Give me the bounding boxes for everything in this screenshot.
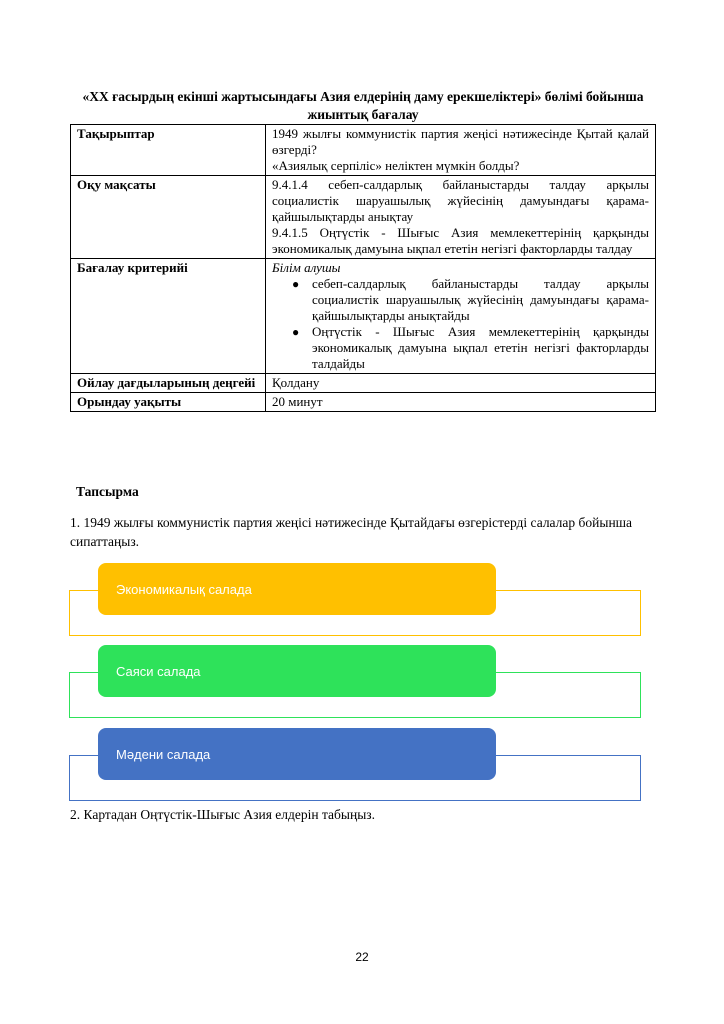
row-value-objectives [266,176,656,259]
box-economic [98,563,496,615]
page-number: 22 [355,950,369,964]
criteria-text: Оңтүстік - Шығыс Азия мемлекеттерінің қарқынды экономикалық дамуына ықпал ететін негізгі факторларды талдайды [312,324,649,371]
box-political-label: Саяси салада [116,663,201,679]
bullet-icon: ● [292,277,300,291]
row-key-objectives: Оқу мақсаты [71,176,266,259]
row-key-duration: Орындау уақыты [71,393,266,412]
box-cultural [98,728,496,780]
list-item [292,324,649,372]
box-economic-label: Экономикалық салада [116,581,252,597]
row-value-thinking-level [266,374,656,393]
task-question-1: 1. 1949 жылғы коммунистік партия жеңісі нәтижесінде Қытайдағы өзгерістерді салалар бойынша сипаттаңыз. [70,515,633,549]
document-title: «XX ғасырдың екінші жартысындағы Азия елдерінің даму ерекшеліктері» бөлімі бойынша жиынтық бағалау [82,89,644,122]
criteria-intro: Білім алушы [272,260,341,275]
criteria-list [272,276,649,372]
thinking-level-value: Қолдану [272,375,320,390]
task-heading: Тапсырма [76,484,139,499]
table-row [71,259,656,374]
topic-line: 1949 жылғы коммунистік партия жеңісі нәтижесінде Қытай қалай өзгерді? [272,126,649,157]
table-row [71,125,656,176]
row-value-duration [266,393,656,412]
duration-value: 20 минут [272,394,323,409]
bullet-icon: ● [292,325,300,339]
row-key-topics: Тақырыптар [71,125,266,176]
table-row [71,374,656,393]
table-row [71,176,656,259]
objective-line: 9.4.1.4 себеп-салдарлық байланыстарды талдау арқылы социалистік шаруашылық жүйесінің дамуындағы қарама-қайшылықтарды анықтау [272,177,649,224]
list-item [292,276,649,324]
row-value-topics [266,125,656,176]
objective-line: 9.4.1.5 Оңтүстік - Шығыс Азия мемлекеттерінің қарқынды экономикалық дамуына ықпал ететін негізгі факторларды талдау [272,225,649,256]
topic-line: «Азиялық серпіліс» неліктен мүмкін болды? [272,158,520,173]
task-question-2: 2. Картадан Оңтүстік-Шығыс Азия елдерін табыңыз. [70,807,375,822]
row-key-criteria: Бағалау критерийі [71,259,266,374]
row-value-criteria [266,259,656,374]
table-row [71,393,656,412]
criteria-text: себеп-салдарлық байланыстарды талдау арқылы социалистік шаруашылық жүйесінің дамуындағы қарама-қайшылықтарды анықтайды [312,276,649,323]
box-political [98,645,496,697]
assessment-table [70,124,656,412]
row-key-thinking-level: Ойлау дағдыларының деңгейі [71,374,266,393]
box-cultural-label: Мәдени салада [116,746,211,762]
